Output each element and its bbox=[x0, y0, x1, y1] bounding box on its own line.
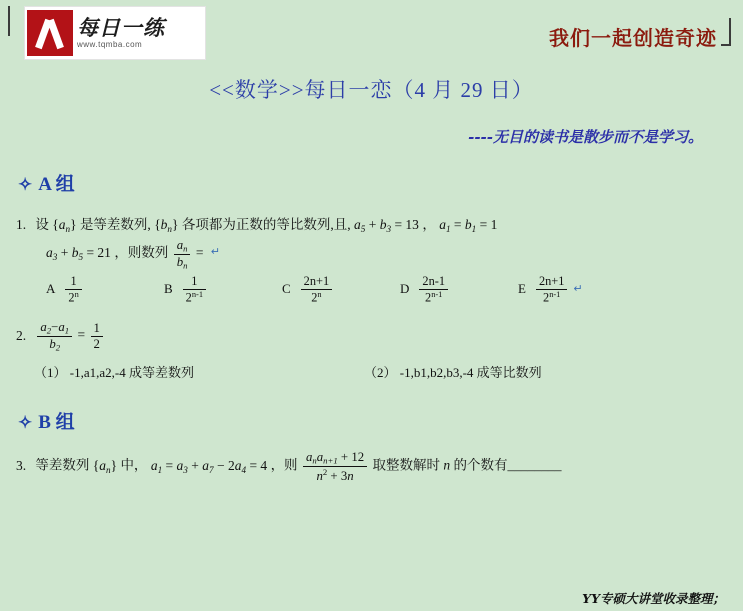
brand-mark-icon bbox=[27, 10, 73, 56]
p2-part2-label: （2） bbox=[364, 364, 397, 380]
section-b-label: B 组 bbox=[38, 412, 75, 434]
logo-url: www.tqmba.com bbox=[77, 39, 143, 49]
choice-e-label: E bbox=[518, 281, 526, 297]
paragraph-mark-icon: ↵ bbox=[210, 246, 221, 259]
problem-2-part-1 bbox=[34, 361, 364, 386]
problem-item-3 bbox=[16, 450, 743, 483]
diamond-icon: ✧ bbox=[18, 175, 33, 194]
epigraph: ----无目的读书是散步而不是学习。 bbox=[468, 128, 703, 146]
p1-equation-3: $a_3 + b_5 = 21$ bbox=[46, 245, 111, 263]
p2-part1-text: -1,a1,a2,-4 成等差数列 bbox=[69, 364, 194, 380]
problem-2-part-2 bbox=[364, 361, 542, 386]
problem-1-line-1 bbox=[16, 212, 743, 238]
choice-d-value: $\frac{2n-1}{2^{n-1}}$ bbox=[419, 274, 448, 304]
p3-text-b: 中， bbox=[120, 458, 148, 474]
footer-credit: YY专硕大讲堂收录整理； bbox=[582, 591, 725, 606]
p1-seq-an: $\{a_n\}$ bbox=[52, 217, 77, 234]
choice-c[interactable] bbox=[282, 274, 400, 304]
paragraph-mark-icon: ↵ bbox=[573, 283, 583, 295]
p1-fraction-anbn: $\frac{a_n}{b_n}$ bbox=[174, 238, 191, 270]
section-heading-a bbox=[18, 169, 743, 196]
problem-1-line-2 bbox=[46, 238, 743, 270]
problem-1-number: 1. bbox=[16, 217, 27, 232]
p2-equals: = bbox=[77, 327, 86, 343]
page-header bbox=[0, 0, 743, 62]
problem-3-number: 3. bbox=[16, 458, 27, 474]
choice-e[interactable] bbox=[518, 274, 636, 304]
logo-text-group bbox=[77, 17, 165, 49]
header-slogan: 我们一起创造奇迹 bbox=[549, 26, 717, 50]
p1-text-c: 各项都为正数的等比数列,且, bbox=[181, 217, 351, 232]
choice-a-value: $\frac{1}{2^n}$ bbox=[65, 274, 81, 304]
problem-item-2 bbox=[16, 320, 743, 385]
diamond-icon: ✧ bbox=[18, 413, 33, 433]
logo-title: 每日一练 bbox=[77, 15, 165, 40]
p3-text-a: 等差数列 bbox=[35, 458, 90, 474]
problem-2-line-1 bbox=[16, 320, 743, 352]
p3-comma: ，则 bbox=[270, 458, 298, 474]
p3-text-c: 取整数解时 bbox=[372, 458, 441, 474]
p3-fraction: $\frac{a_na_{n+1} + 12}{n^2 + 3n}$ bbox=[303, 450, 367, 483]
choice-a[interactable] bbox=[46, 274, 164, 304]
problem-1-choices bbox=[46, 274, 743, 304]
p3-seq-an: $\{a_n\}$ bbox=[92, 458, 118, 475]
p2-fraction-left: $\frac{a_2-a_1}{b_2}$ bbox=[37, 320, 72, 352]
p3-equation: $a_1 = a_3 + a_7 - 2a_4 = 4$ bbox=[150, 458, 268, 475]
choice-d[interactable] bbox=[400, 274, 518, 304]
choice-b-value: $\frac{1}{2^{n-1}}$ bbox=[183, 274, 206, 304]
p3-var-n: n bbox=[443, 458, 451, 474]
right-corner-mark bbox=[721, 18, 731, 46]
p2-part2-text: -1,b1,b2,b3,-4 成等比数列 bbox=[399, 364, 542, 380]
section-a-label: A 组 bbox=[38, 174, 75, 195]
choice-c-label: C bbox=[282, 281, 291, 297]
choice-d-label: D bbox=[400, 281, 410, 297]
logo bbox=[24, 6, 206, 60]
p2-part1-label: （1） bbox=[34, 364, 67, 380]
section-heading-b bbox=[18, 407, 743, 434]
p3-text-d: 的个数有________ bbox=[453, 458, 562, 474]
choice-e-value: $\frac{2n+1}{2^{n-1}}$ bbox=[536, 274, 567, 304]
left-corner-mark bbox=[8, 6, 18, 36]
problem-2-number: 2. bbox=[16, 327, 27, 343]
p1-equals: = bbox=[195, 245, 204, 261]
problem-item-1 bbox=[16, 212, 743, 304]
choice-b[interactable] bbox=[164, 274, 282, 304]
p1-comma-1: ， bbox=[422, 217, 436, 232]
p1-text-a: 设 bbox=[35, 217, 49, 232]
p1-text-b: 是等差数列, bbox=[79, 217, 151, 232]
p2-fraction-right: $\frac{1}{2}$ bbox=[91, 321, 103, 352]
problem-3-line-1 bbox=[16, 450, 743, 483]
p1-equation-2: $a_1 = b_1 = 1$ bbox=[439, 217, 498, 234]
p1-equation-1: $a_5 + b_3 = 13$ bbox=[354, 217, 419, 234]
problem-2-subparts bbox=[34, 361, 743, 386]
p1-text-d: ，则数列 bbox=[114, 245, 169, 261]
p1-seq-bn: $\{b_n\}$ bbox=[154, 217, 179, 234]
choice-b-label: B bbox=[164, 281, 173, 297]
choice-a-label: A bbox=[46, 281, 56, 297]
page-title: <<数学>>每日一恋（4 月 29 日） bbox=[209, 78, 534, 102]
choice-c-value: $\frac{2n+1}{2^n}$ bbox=[301, 274, 332, 304]
